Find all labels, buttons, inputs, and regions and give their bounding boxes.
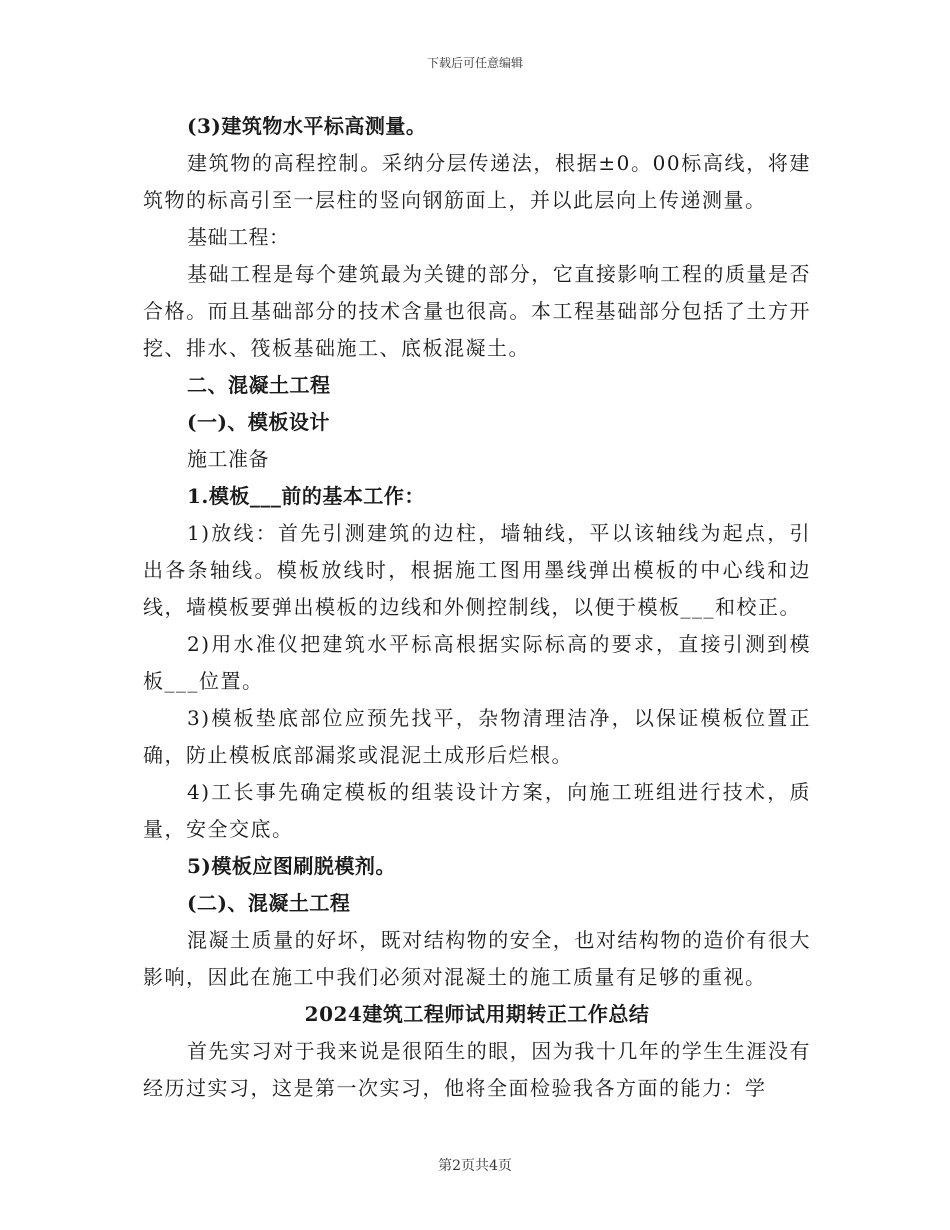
document-body xyxy=(143,108,811,1107)
list-item-2: 2)用水准仪把建筑水平标高根据实际标高的要求，直接引测到模板___位置。 xyxy=(143,632,811,693)
paragraph-leveling: 建筑物的高程控制。采纳分层传递法，根据±0。00标高线，将建筑物的标高引至一层柱的竖向钢筋面上，并以此层向上传递测量。 xyxy=(143,151,811,212)
paragraph-summary: 首先实习对于我来说是很陌生的眼，因为我十几年的学生生涯没有经历过实习，这是第一次实习，他将全面检验我各方面的能力：学 xyxy=(143,1039,811,1100)
page-number: 第2页共4页 xyxy=(438,1158,512,1174)
list-item-5: 5)模板应图刷脱模剂。 xyxy=(187,854,396,878)
heading-leveling: (3)建筑物水平标高测量。 xyxy=(187,114,427,138)
paragraph-concrete: 混凝土质量的好坏，既对结构物的安全，也对结构物的造价有很大影响，因此在施工中我们必须对混凝土的施工质量有足够的重视。 xyxy=(143,928,811,989)
list-item-4: 4)工长事先确定模板的组装设计方案，向施工班组进行技术，质量，安全交底。 xyxy=(143,780,811,841)
heading-construction-prep: 施工准备 xyxy=(187,447,269,471)
paragraph-foundation: 基础工程是每个建筑最为关键的部分，它直接影响工程的质量是否合格。而且基础部分的技术含量也很高。本工程基础部分包括了土方开挖、排水、筏板基础施工、底板混凝土。 xyxy=(143,262,811,360)
heading-concrete-work: (二)、混凝土工程 xyxy=(187,891,351,915)
list-item-3: 3)模板垫底部位应预先找平，杂物清理洁净，以保证模板位置正确，防止模板底部漏浆或混泥土成形后烂根。 xyxy=(143,706,811,767)
list-item-1: 1)放线：首先引测建筑的边柱，墙轴线，平以该轴线为起点，引出各条轴线。模板放线时，根据施工图用墨线弹出模板的中心线和边线，墙模板要弹出模板的边线和外侧控制线，以便于模板___和校正。 xyxy=(143,521,811,619)
heading-formwork-design: (一)、模板设计 xyxy=(187,410,330,434)
heading-foundation: 基础工程： xyxy=(187,225,290,249)
heading-concrete-section: 二、混凝土工程 xyxy=(187,373,331,397)
heading-formwork-basic-work: 1.模板___前的基本工作： xyxy=(187,484,425,508)
page-header-note: 下载后可任意编辑 xyxy=(426,56,523,70)
summary-title: 2024建筑工程师试用期转正工作总结 xyxy=(304,1002,650,1026)
